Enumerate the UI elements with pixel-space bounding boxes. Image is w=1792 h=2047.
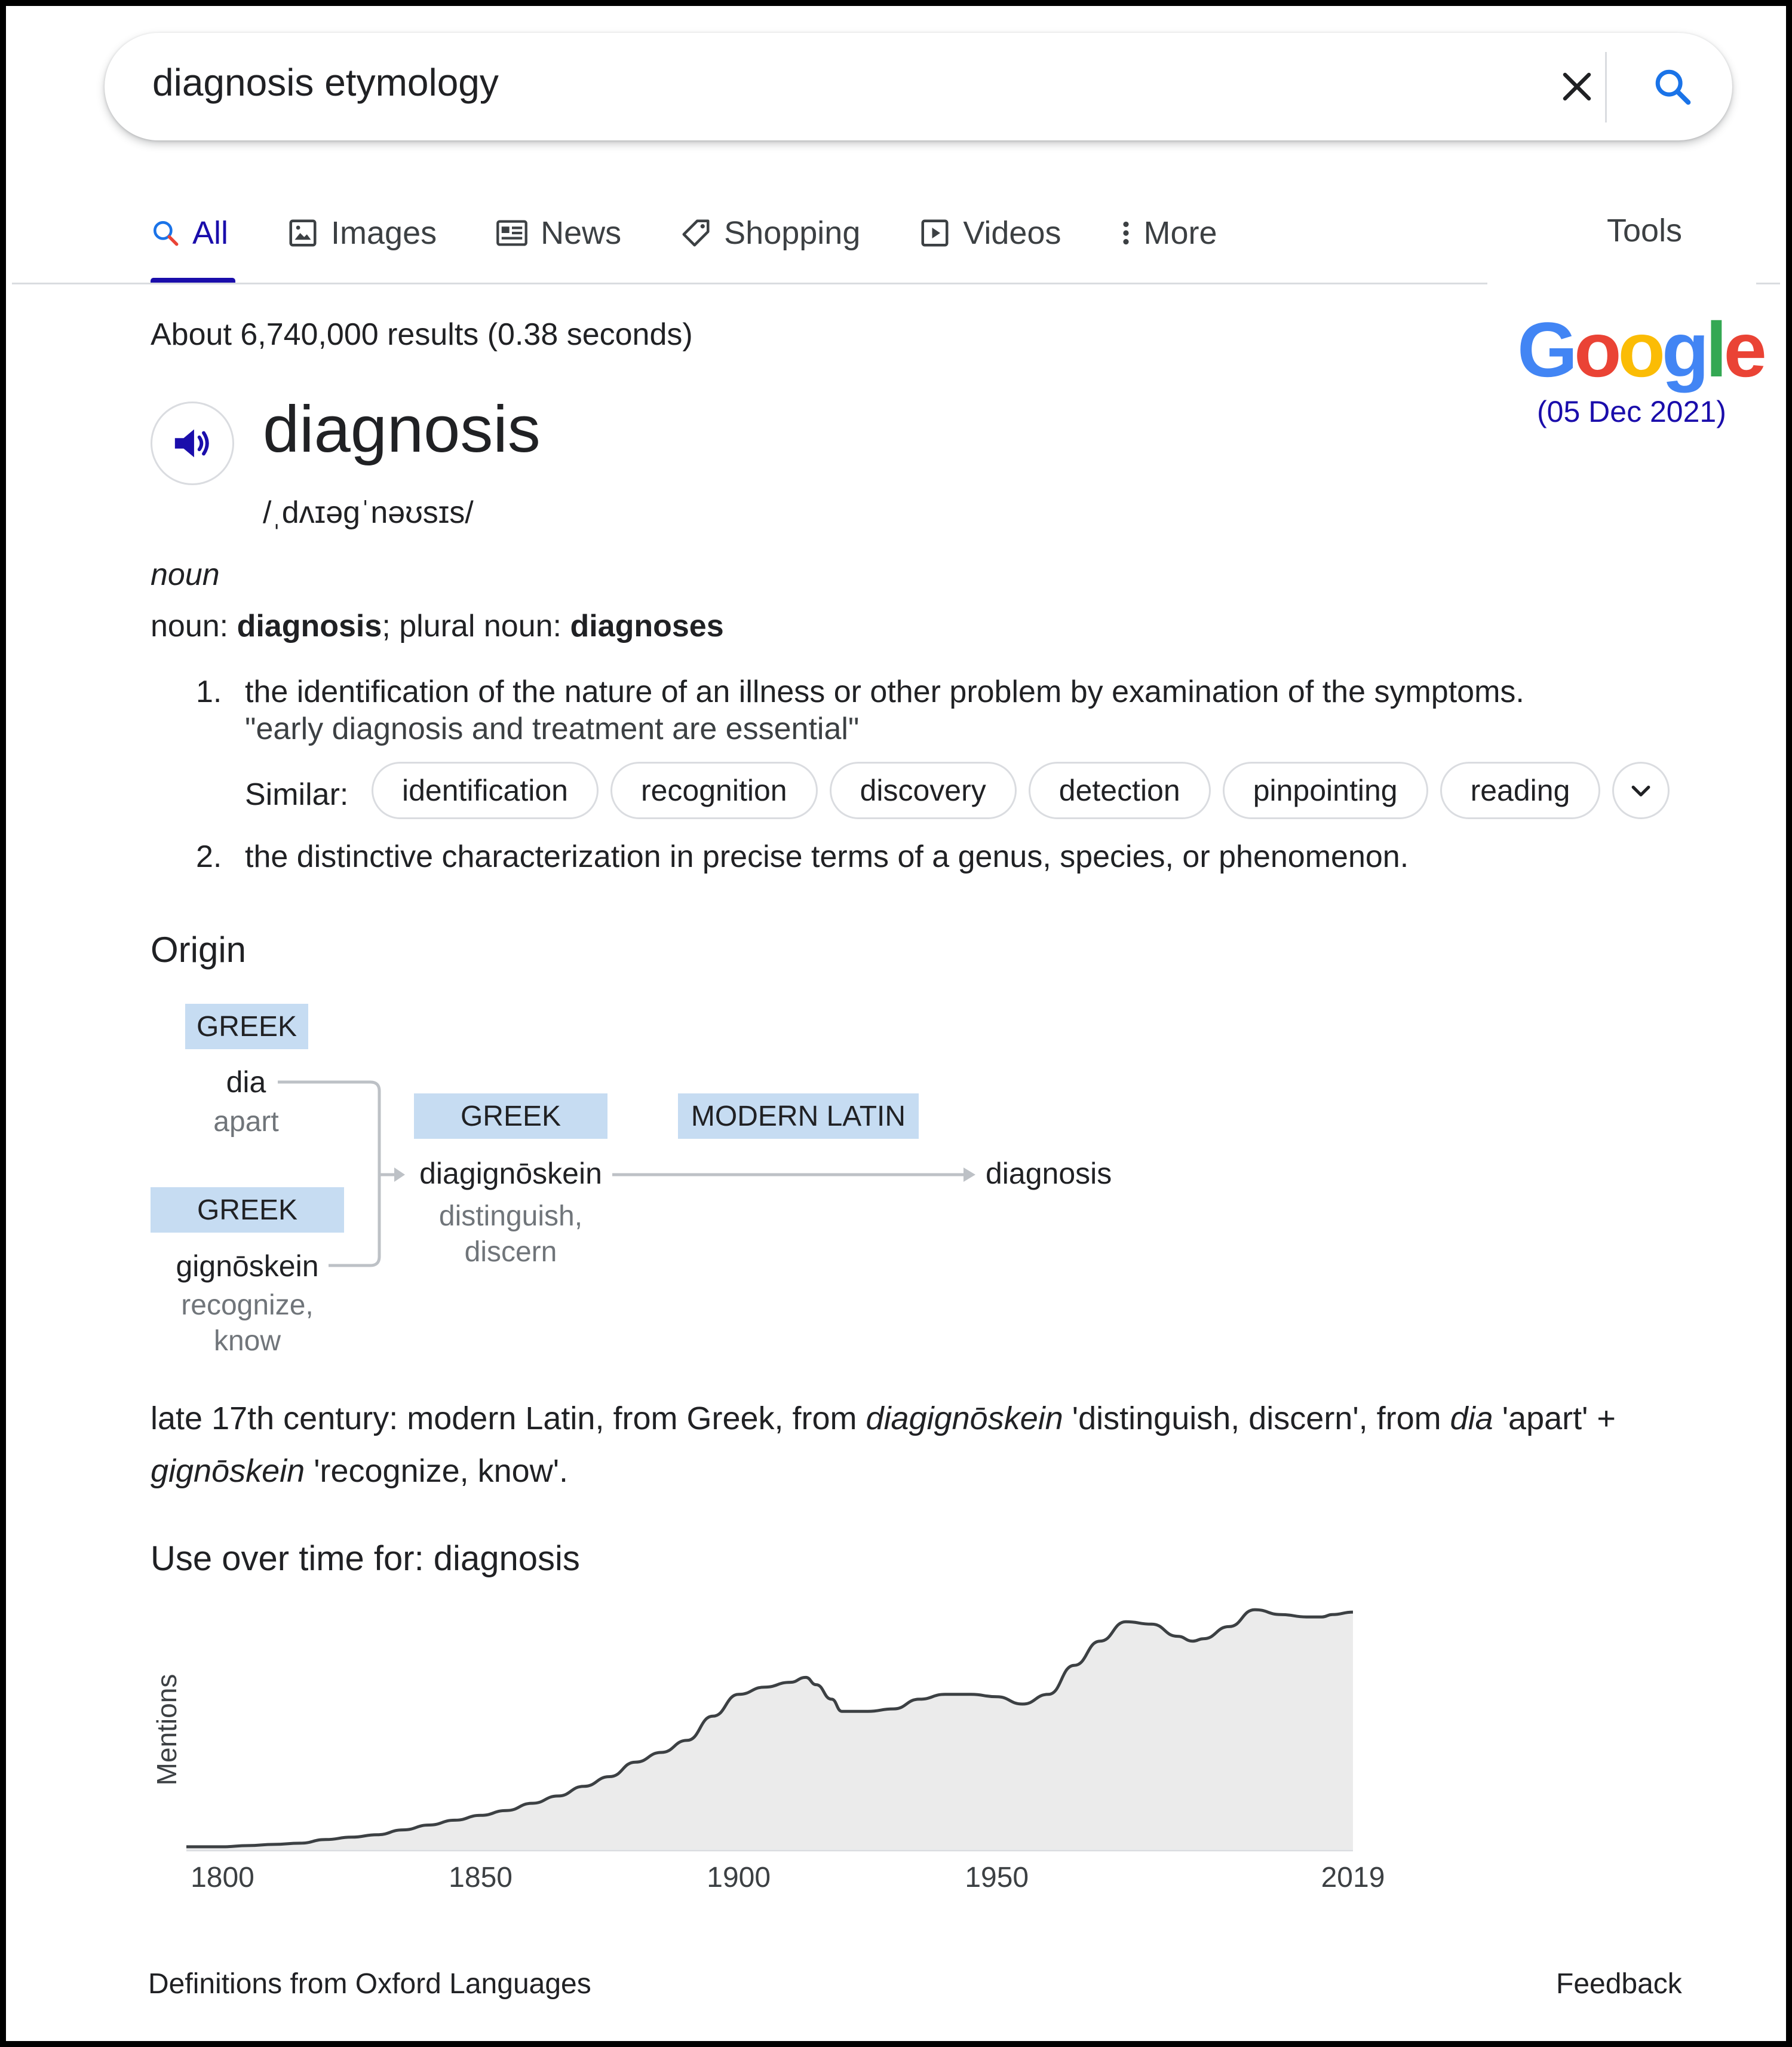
result-stats: About 6,740,000 results (0.38 seconds) <box>151 317 693 352</box>
feedback-link[interactable]: Feedback <box>1556 1968 1682 2000</box>
language-tag: GREEK <box>151 1187 344 1233</box>
etymon-word: gignōskein <box>176 1249 319 1283</box>
etymon-word: dia <box>226 1065 266 1099</box>
definition-text: the identification of the nature of an illness or other problem by examination of the symptoms. <box>245 675 1524 709</box>
gloss-line: know <box>213 1325 281 1357</box>
similar-chip[interactable]: reading <box>1440 762 1601 819</box>
x-tick-label: 1800 <box>191 1862 254 1893</box>
definitions-source: Definitions from Oxford Languages <box>148 1968 591 2000</box>
tools-button[interactable]: Tools <box>1607 213 1683 249</box>
gloss-line: discern <box>464 1236 557 1268</box>
usage-heading: Use over time for: diagnosis <box>151 1539 580 1578</box>
similar-chip[interactable]: detection <box>1029 762 1211 819</box>
similar-chip[interactable]: pinpointing <box>1223 762 1428 819</box>
forms-separator: ; <box>382 609 391 643</box>
plural-label: plural noun: <box>399 609 561 643</box>
noun-form: diagnosis <box>237 609 382 643</box>
definition-text: the distinctive characterization in precise terms of a genus, species, or phenomenon. <box>245 839 1409 874</box>
x-tick-label: 1850 <box>449 1862 513 1893</box>
gloss-line: recognize, <box>181 1289 314 1321</box>
tab-label: News <box>541 215 622 251</box>
phonetic: /ˌdʌɪəɡˈnəʊsɪs/ <box>263 495 474 530</box>
plural-form: diagnoses <box>570 609 724 643</box>
tab-label: Shopping <box>724 215 861 251</box>
search-input[interactable]: diagnosis etymology <box>152 61 499 104</box>
language-tag: GREEK <box>414 1093 607 1139</box>
usage-chart <box>6 6 1792 1918</box>
definition-example: "early diagnosis and treatment are essential" <box>245 712 860 746</box>
noun-label: noun: <box>151 609 229 643</box>
origin-text-italic: diagignōskein <box>866 1401 1063 1436</box>
definition-number: 1. <box>196 675 222 709</box>
language-tag: MODERN LATIN <box>678 1093 919 1139</box>
etymon-word: diagnosis <box>986 1157 1112 1190</box>
origin-heading: Origin <box>151 930 247 970</box>
part-of-speech: noun <box>151 557 220 592</box>
y-axis-label: Mentions <box>151 1674 182 1786</box>
x-tick-label: 1900 <box>707 1862 771 1893</box>
similar-label: Similar: <box>245 777 349 812</box>
etymon-word: diagignōskein <box>419 1157 602 1190</box>
x-tick-label: 2019 <box>1321 1862 1385 1893</box>
definition-number: 2. <box>196 839 222 874</box>
similar-chip[interactable]: discovery <box>830 762 1017 819</box>
gloss-line: distinguish, <box>438 1200 583 1232</box>
origin-text-part: 'recognize, know'. <box>305 1453 569 1489</box>
language-tag: GREEK <box>185 1004 308 1049</box>
tab-label: Images <box>331 215 437 251</box>
origin-text-italic: dia <box>1450 1401 1493 1436</box>
origin-text-italic: gignōskein <box>151 1453 305 1489</box>
x-tick-label: 1950 <box>965 1862 1029 1893</box>
similar-chip[interactable]: recognition <box>610 762 818 819</box>
headword: diagnosis <box>263 393 541 466</box>
capture-date: (05 Dec 2021) <box>1537 395 1726 428</box>
usage-area <box>186 1610 1353 1849</box>
tab-label: Videos <box>963 215 1061 251</box>
origin-text-part: 'distinguish, discern', from <box>1063 1401 1450 1436</box>
tab-label: All <box>192 215 229 251</box>
origin-text-part: 'apart' + <box>1493 1401 1616 1436</box>
similar-chip[interactable]: identification <box>372 762 599 819</box>
tab-label: More <box>1143 215 1217 251</box>
etymon-gloss: apart <box>213 1106 279 1138</box>
google-logo: Google <box>1517 306 1763 393</box>
origin-text-part: late 17th century: modern Latin, from Greek, from <box>151 1401 866 1436</box>
